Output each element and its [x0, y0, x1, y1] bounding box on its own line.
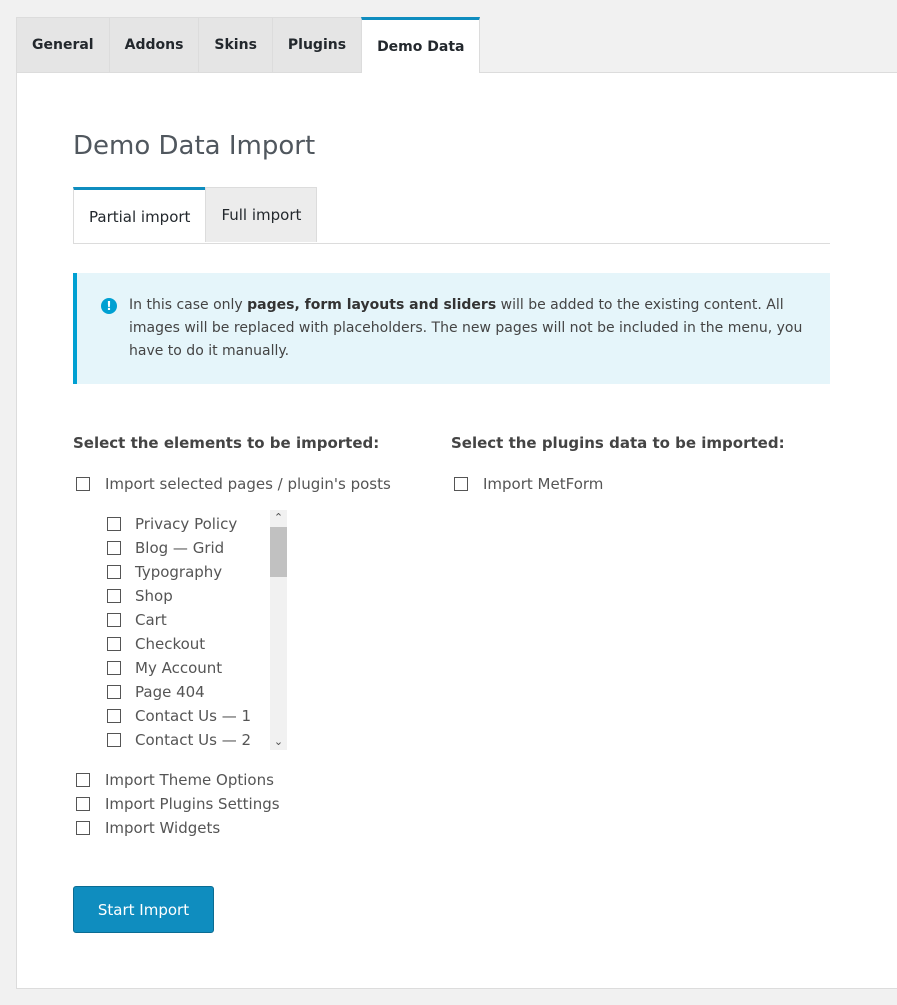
info-notice: [73, 273, 830, 384]
import-widgets-option[interactable]: [76, 818, 220, 838]
tab-demo-data[interactable]: Demo Data: [361, 17, 480, 73]
page-checkbox[interactable]: [107, 613, 121, 627]
notice-text: [129, 294, 819, 363]
page-checkbox[interactable]: [107, 541, 121, 555]
plugins-heading: Select the plugins data to be imported:: [451, 434, 785, 452]
import-mode-tabs: [73, 187, 830, 244]
notice-text-after: will be added to the existing content. All images will be replaced with placeholders. The new pages will not be included in the menu, you have to do it manually.: [129, 297, 803, 359]
import-metform-option[interactable]: [454, 474, 603, 494]
page-checkbox[interactable]: [107, 709, 121, 723]
import-widgets-label: Import Widgets: [105, 819, 221, 837]
elements-heading: Select the elements to be imported:: [73, 434, 380, 452]
start-import-button[interactable]: Start Import: [73, 886, 214, 933]
page-checkbox[interactable]: [107, 565, 121, 579]
page-label: Blog — Grid: [135, 539, 225, 557]
page-label: Privacy Policy: [135, 515, 238, 533]
list-item[interactable]: [107, 610, 167, 630]
page-title: Demo Data Import: [73, 131, 316, 161]
tab-partial-import[interactable]: Partial import: [73, 187, 205, 243]
scroll-up-arrow-icon[interactable]: ⌃: [273, 511, 284, 524]
tab-full-import[interactable]: Full import: [205, 187, 317, 242]
list-item[interactable]: [107, 706, 251, 726]
top-tabs: [16, 17, 480, 73]
import-plugins-settings-option[interactable]: [76, 794, 280, 814]
page-label: Contact Us — 2: [135, 731, 252, 749]
page-checkbox[interactable]: [107, 589, 121, 603]
tab-plugins[interactable]: Plugins: [272, 17, 361, 72]
import-plugins-settings-label: Import Plugins Settings: [105, 795, 280, 813]
page-checkbox[interactable]: [107, 733, 121, 747]
list-item[interactable]: [107, 514, 237, 534]
page-label: Contact Us — 1: [135, 707, 252, 725]
notice-text-bold: pages, form layouts and sliders: [247, 297, 497, 313]
import-theme-options-checkbox[interactable]: [76, 773, 90, 787]
list-item[interactable]: [107, 634, 205, 654]
list-item[interactable]: [107, 562, 222, 582]
page-checkbox[interactable]: [107, 685, 121, 699]
list-item[interactable]: [107, 658, 222, 678]
scrollbar-thumb[interactable]: [270, 527, 287, 577]
import-pages-label: Import selected pages / plugin's posts: [105, 475, 391, 493]
page-label: Page 404: [135, 683, 205, 701]
import-metform-checkbox[interactable]: [454, 477, 468, 491]
tab-skins[interactable]: Skins: [198, 17, 272, 72]
list-item[interactable]: [107, 586, 173, 606]
page-checkbox[interactable]: [107, 637, 121, 651]
list-item[interactable]: [107, 538, 224, 558]
page-label: Checkout: [135, 635, 206, 653]
pages-list-scrollbar[interactable]: [270, 510, 287, 750]
import-widgets-checkbox[interactable]: [76, 821, 90, 835]
tab-general[interactable]: General: [16, 17, 109, 72]
tab-addons[interactable]: Addons: [109, 17, 199, 72]
import-pages-option[interactable]: [76, 474, 391, 494]
import-theme-options-label: Import Theme Options: [105, 771, 274, 789]
page-label: My Account: [135, 659, 223, 677]
page-label: Typography: [135, 563, 223, 581]
import-plugins-settings-checkbox[interactable]: [76, 797, 90, 811]
list-item[interactable]: [107, 682, 205, 702]
list-item[interactable]: [107, 730, 251, 750]
import-pages-checkbox[interactable]: [76, 477, 90, 491]
exclamation-circle-icon: !: [101, 298, 117, 314]
import-metform-label: Import MetForm: [483, 475, 604, 493]
import-theme-options-option[interactable]: [76, 770, 274, 790]
page-checkbox[interactable]: [107, 661, 121, 675]
notice-text-before: In this case only: [129, 297, 248, 313]
page-checkbox[interactable]: [107, 517, 121, 531]
page-label: Cart: [135, 611, 167, 629]
page-label: Shop: [135, 587, 173, 605]
scroll-down-arrow-icon[interactable]: ⌄: [273, 735, 284, 748]
demo-data-panel: [16, 72, 897, 989]
pages-list[interactable]: [107, 510, 287, 750]
